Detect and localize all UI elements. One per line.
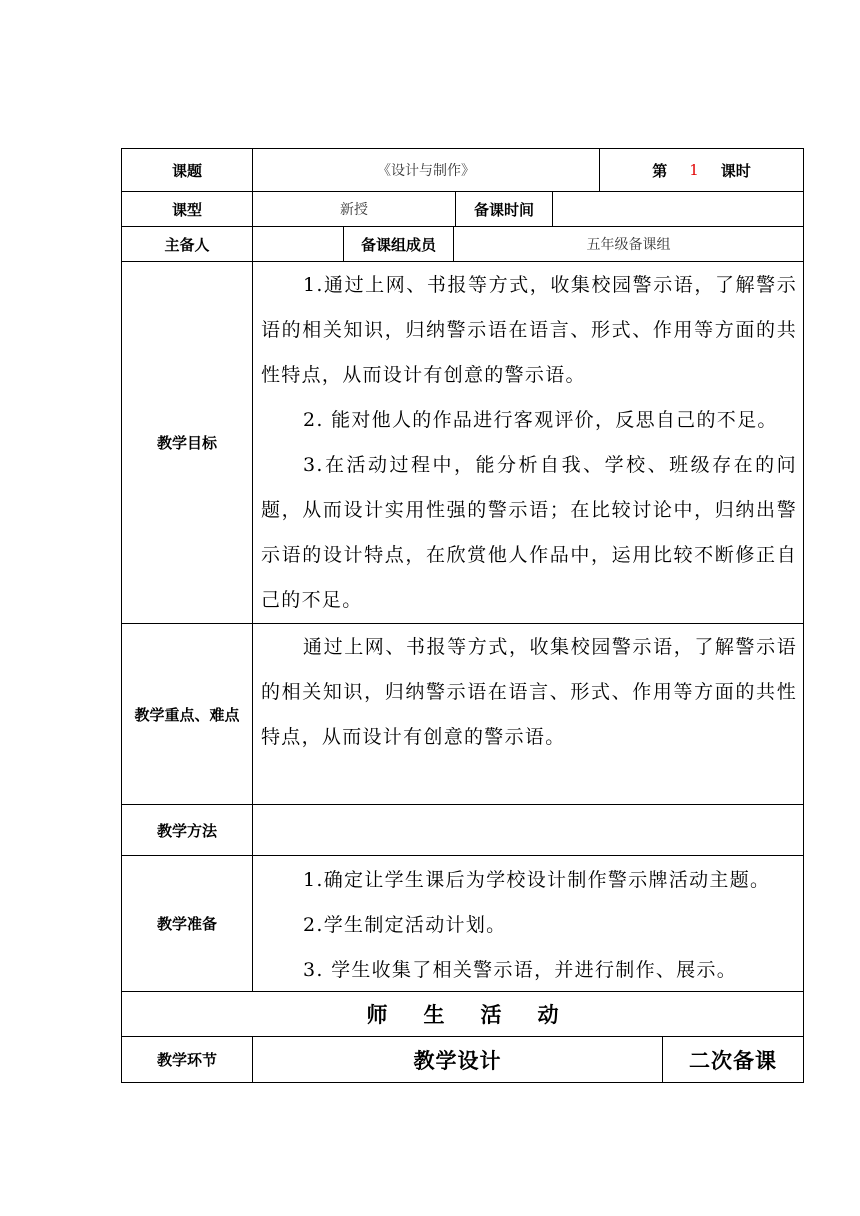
prep-item-3: 3. 学生收集了相关警示语，并进行制作、展示。 xyxy=(303,959,738,981)
goal-item-2: 2. 能对他人的作品进行客观评价，反思自己的不足。 xyxy=(303,409,778,431)
prep-item-1: 1.确定让学生课后为学校设计制作警示牌活动主题。 xyxy=(303,869,771,891)
second-prep-label: 二次备课 xyxy=(662,1036,804,1083)
row-lead xyxy=(121,226,804,262)
key-points-text: 通过上网、书报等方式，收集校园警示语，了解警示语的相关知识，归纳警示语在语言、形式、作用等方面的共性特点，从而设计有创意的警示语。 xyxy=(261,636,797,748)
type-label: 课型 xyxy=(121,191,253,227)
type-value: 新授 xyxy=(252,191,456,227)
members-label: 备课组成员 xyxy=(343,226,454,262)
key-points-label: 教学重点、难点 xyxy=(121,623,253,805)
members-value: 五年级备课组 xyxy=(453,226,804,262)
prep-time-label: 备课时间 xyxy=(455,191,553,227)
prep-label: 教学准备 xyxy=(121,855,253,992)
goals-content xyxy=(252,261,804,624)
lesson-number: 1 xyxy=(689,161,699,179)
stage-label: 教学环节 xyxy=(121,1036,253,1083)
goal-item-3: 3.在活动过程中，能分析自我、学校、班级存在的问题，从而设计实用性强的警示语；在比较讨论中，归纳出警示语的设计特点，在欣赏他人作品中，运用比较不断修正自己的不足。 xyxy=(261,454,797,611)
lesson-prefix: 第 xyxy=(652,161,668,180)
lesson-suffix: 课时 xyxy=(720,161,751,180)
method-value xyxy=(252,804,804,856)
prep-item-2: 2.学生制定活动计划。 xyxy=(303,914,507,936)
goals-label: 教学目标 xyxy=(121,261,253,624)
topic-label: 课题 xyxy=(121,148,253,192)
lead-label: 主备人 xyxy=(121,226,253,262)
prep-time-value xyxy=(552,191,804,227)
lead-value xyxy=(252,226,344,262)
row-type xyxy=(121,191,804,227)
activity-header: 师生活动 xyxy=(121,991,804,1037)
goal-item-1: 1.通过上网、书报等方式，收集校园警示语，了解警示语的相关知识，归纳警示语在语言、形式、作用等方面的共性特点，从而设计有创意的警示语。 xyxy=(261,274,797,386)
topic-value: 《设计与制作》 xyxy=(252,148,600,192)
lesson-count xyxy=(599,148,804,192)
row-topic xyxy=(121,148,804,192)
key-points-content xyxy=(252,623,804,805)
method-label: 教学方法 xyxy=(121,804,253,856)
prep-content xyxy=(252,855,804,992)
design-label: 教学设计 xyxy=(252,1036,663,1083)
